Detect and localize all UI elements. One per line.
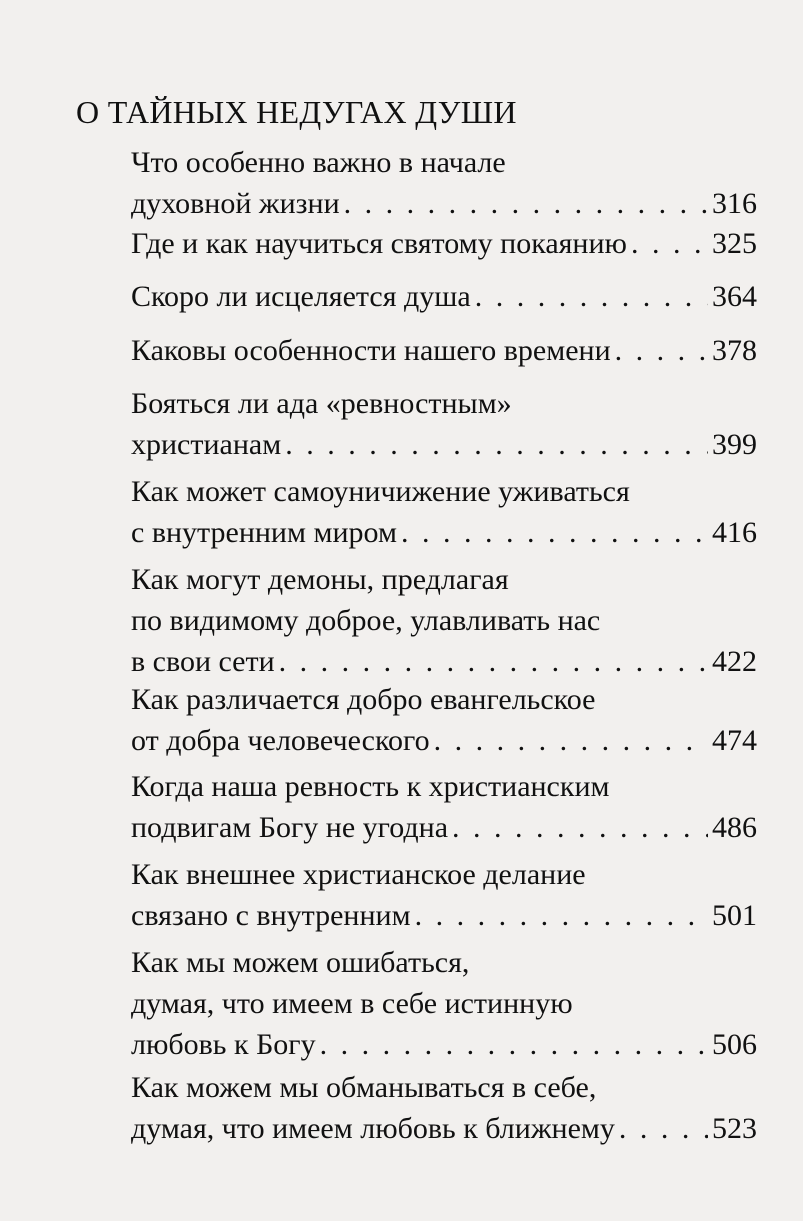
leader-dots [615,330,708,371]
entry-text-line: Каковы особенности нашего времени [131,334,611,367]
entry-text-line: Как мы можем ошибаться, [131,946,470,979]
entry-text-line: с внутренним миром [131,516,397,549]
entry-text-line: Что особенно важно в начале [131,146,506,179]
leader-dots [279,641,708,682]
leader-dots [415,895,708,936]
page-number: 486 [712,811,757,844]
leader-dots [434,720,708,761]
leader-dots [619,1108,708,1149]
entry-text-line: христианам [131,428,282,461]
entry-text-line: Скоро ли исцеляется душа [131,280,471,313]
toc-entry[interactable] [131,471,757,553]
page-number: 474 [712,724,757,757]
entry-text-line: в свои сети [131,645,275,678]
toc-entry[interactable] [131,223,757,264]
page-number: 416 [712,516,757,549]
page-number: 364 [712,280,757,313]
entry-text-line: Где и как научиться святому покаянию [131,227,627,260]
leader-dots [320,1024,708,1065]
section-title: О ТАЙНЫХ НЕДУГАХ ДУШИ [76,94,517,130]
leader-dots [631,223,708,264]
entry-text-line: духовной жизни [131,187,340,220]
entry-text-line: от добра человеческого [131,724,430,757]
leader-dots [344,183,708,224]
entry-text-line: подвигам Богу не угодна [131,811,449,844]
entry-text-line: Как может самоуничижение уживаться [131,475,630,508]
entry-text-line: думая, что имеем любовь к ближнему [131,1112,615,1145]
toc-entry[interactable] [131,559,757,682]
page-number: 523 [712,1112,757,1145]
toc-entry[interactable] [131,854,757,936]
page-number: 506 [712,1028,757,1061]
page-number: 399 [712,428,757,461]
entry-text-line: Как различается добро евангельское [131,683,596,716]
page-number: 325 [712,227,757,260]
entry-text-line: Бояться ли ада «ревностным» [131,387,512,420]
toc-entry[interactable] [131,679,757,761]
page-number: 501 [712,899,757,932]
toc-entry[interactable] [131,276,757,317]
toc-entry[interactable] [131,330,757,371]
leader-dots [452,807,708,848]
toc-entry[interactable] [131,142,757,224]
entry-text-line: Как можем мы обманываться в себе, [131,1071,597,1104]
entry-text-line: любовь к Богу [131,1028,316,1061]
leader-dots [285,424,708,465]
leader-dots [475,276,708,317]
page-number: 316 [712,187,757,220]
toc-entry[interactable] [131,766,757,848]
entry-text-line: Когда наша ревность к христианским [131,770,610,803]
entry-text-line: по видимому доброе, улавливать нас [131,604,601,637]
leader-dots [401,512,708,553]
entry-text-line: думая, что имеем в себе истинную [131,987,573,1020]
toc-entry[interactable] [131,1067,757,1149]
entry-text-line: связано с внутренним [131,899,411,932]
toc-entry[interactable] [131,383,757,465]
page-number: 422 [712,645,757,678]
entry-text-line: Как внешнее христианское делание [131,858,586,891]
entry-text-line: Как могут демоны, предлагая [131,563,509,596]
toc-entry[interactable] [131,942,757,1065]
page-number: 378 [712,334,757,367]
